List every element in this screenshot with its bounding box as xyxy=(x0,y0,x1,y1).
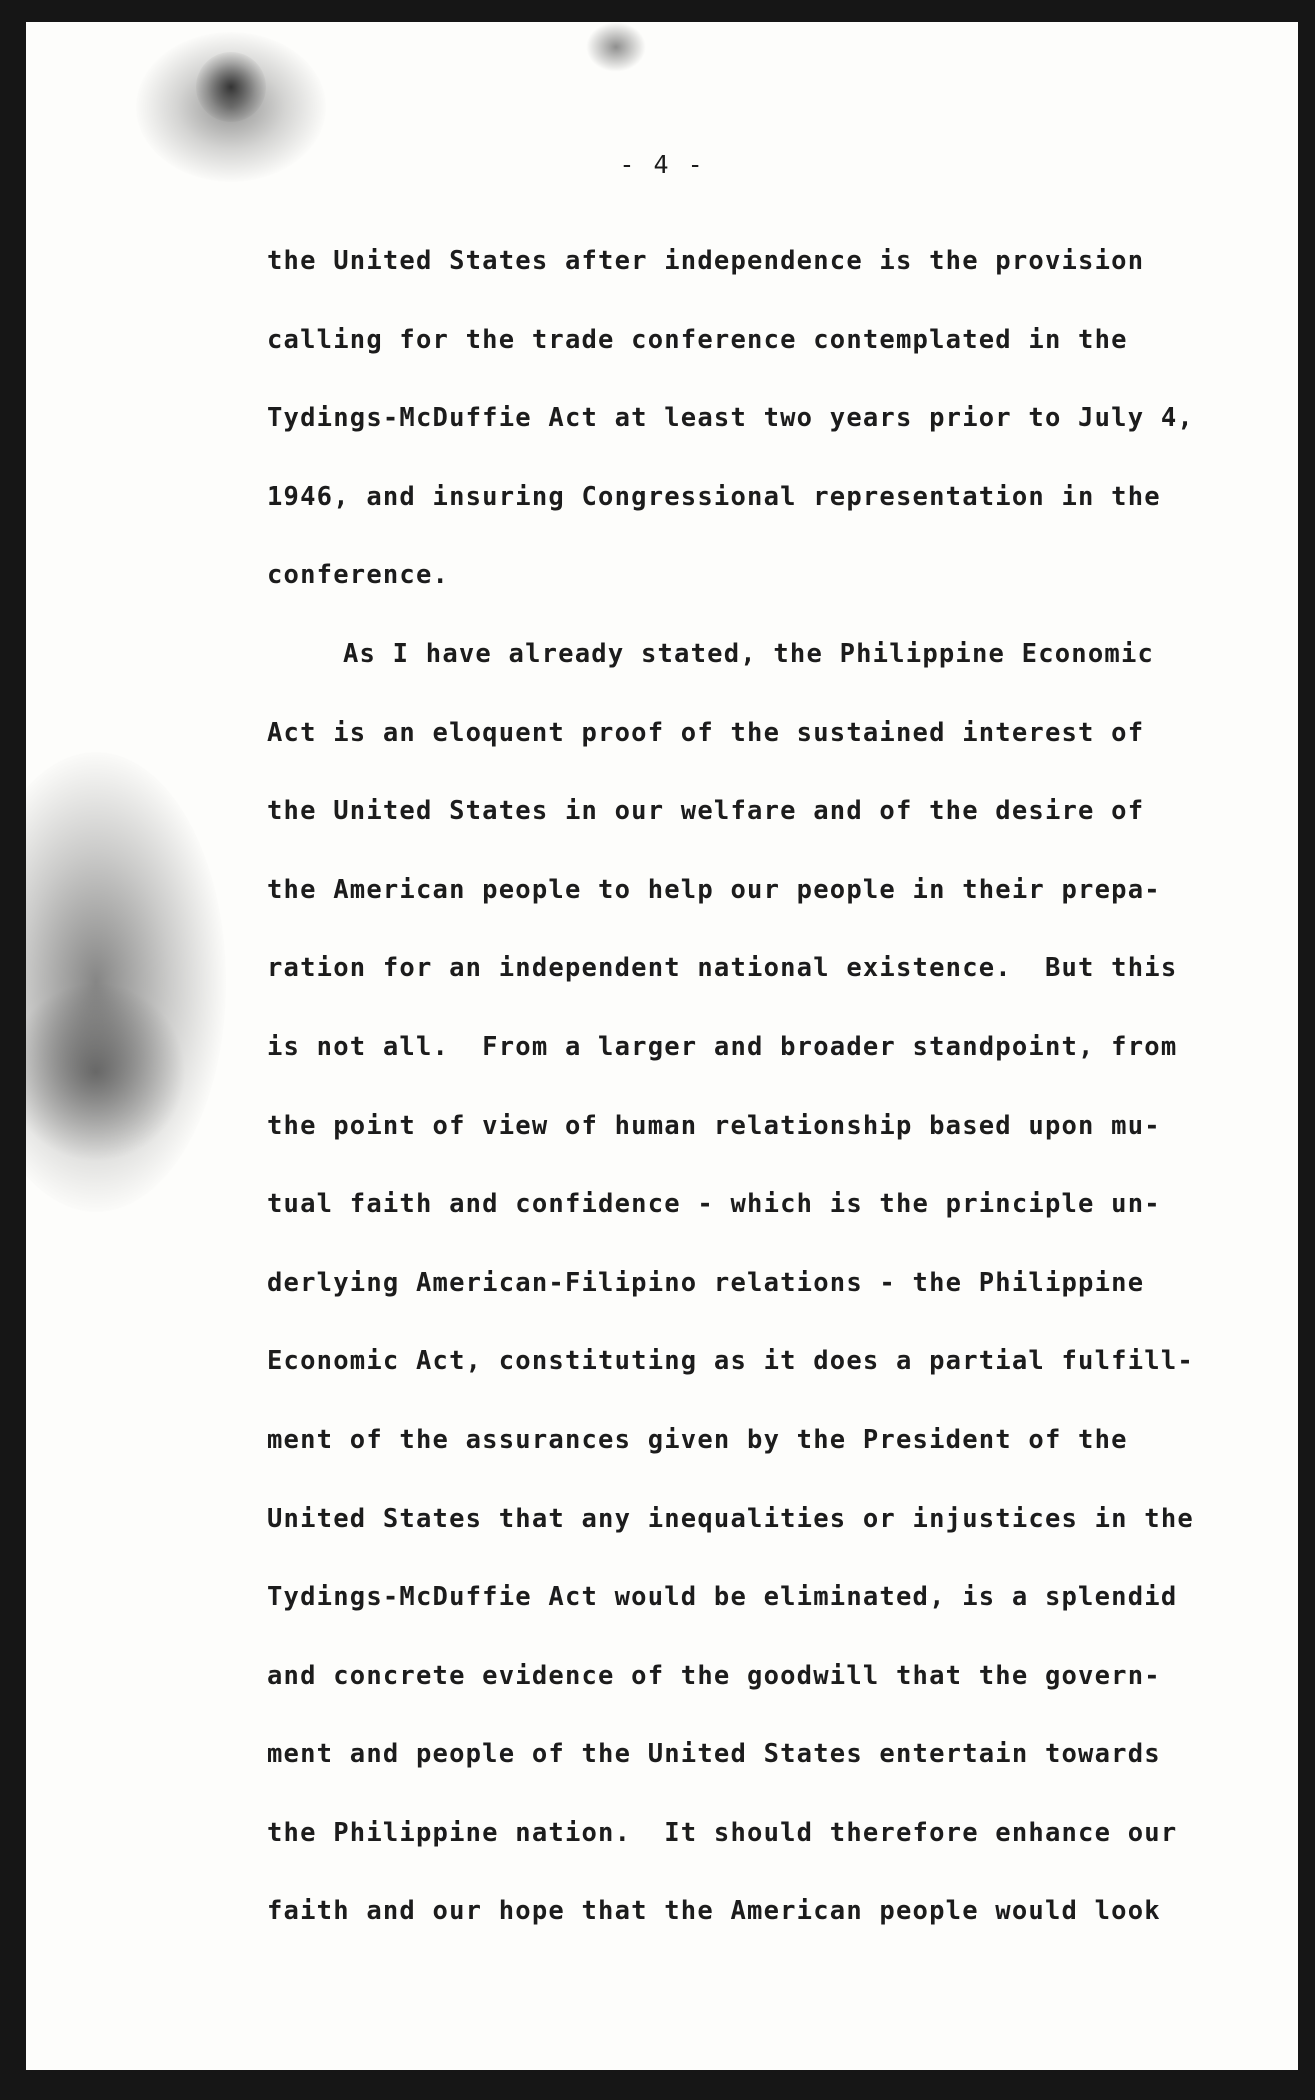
text-line: calling for the trade conference contemplated in the xyxy=(267,324,1128,355)
body-text xyxy=(267,222,1207,1951)
text-line: derlying American-Filipino relations - the Philippine xyxy=(267,1267,1145,1298)
text-line: and concrete evidence of the goodwill that the govern- xyxy=(267,1660,1161,1691)
text-line: ment and people of the United States entertain towards xyxy=(267,1739,1161,1770)
text-line: Economic Act, constituting as it does a partial fulfill- xyxy=(267,1346,1194,1377)
ink-smudge-top-left-dark xyxy=(196,52,266,122)
text-line: Tydings-McDuffie Act at least two years prior to July 4, xyxy=(267,403,1194,434)
paragraph-start-line: As I have already stated, the Philippine Economic xyxy=(343,638,1155,669)
document-page xyxy=(26,22,1298,2070)
text-line: the American people to help our people in their prepa- xyxy=(267,874,1161,905)
text-line: ration for an independent national existence. But this xyxy=(267,953,1178,984)
text-line: the Philippine nation. It should therefore enhance our xyxy=(267,1817,1178,1848)
text-line: the point of view of human relationship based upon mu- xyxy=(267,1110,1161,1141)
page-number: - 4 - xyxy=(619,150,705,179)
text-line: tual faith and confidence - which is the principle un- xyxy=(267,1189,1161,1220)
text-line: Tydings-McDuffie Act would be eliminated, is a splendid xyxy=(267,1582,1178,1613)
text-line: the United States after independence is the provision xyxy=(267,246,1145,276)
text-line: conference. xyxy=(267,560,450,591)
ink-smudge-left-margin-dark xyxy=(26,982,186,1162)
text-line: Act is an eloquent proof of the sustained interest of xyxy=(267,717,1145,748)
text-line: 1946, and insuring Congressional representation in the xyxy=(267,481,1161,512)
ink-smudge-top xyxy=(586,22,646,72)
text-line: United States that any inequalities or injustices in the xyxy=(267,1503,1194,1534)
text-line: ment of the assurances given by the President of the xyxy=(267,1424,1128,1455)
text-line: faith and our hope that the American people would look xyxy=(267,1896,1161,1927)
text-line: is not all. From a larger and broader standpoint, from xyxy=(267,1031,1178,1062)
text-line: the United States in our welfare and of the desire of xyxy=(267,796,1145,827)
ink-smudge-left-margin xyxy=(26,752,226,1212)
